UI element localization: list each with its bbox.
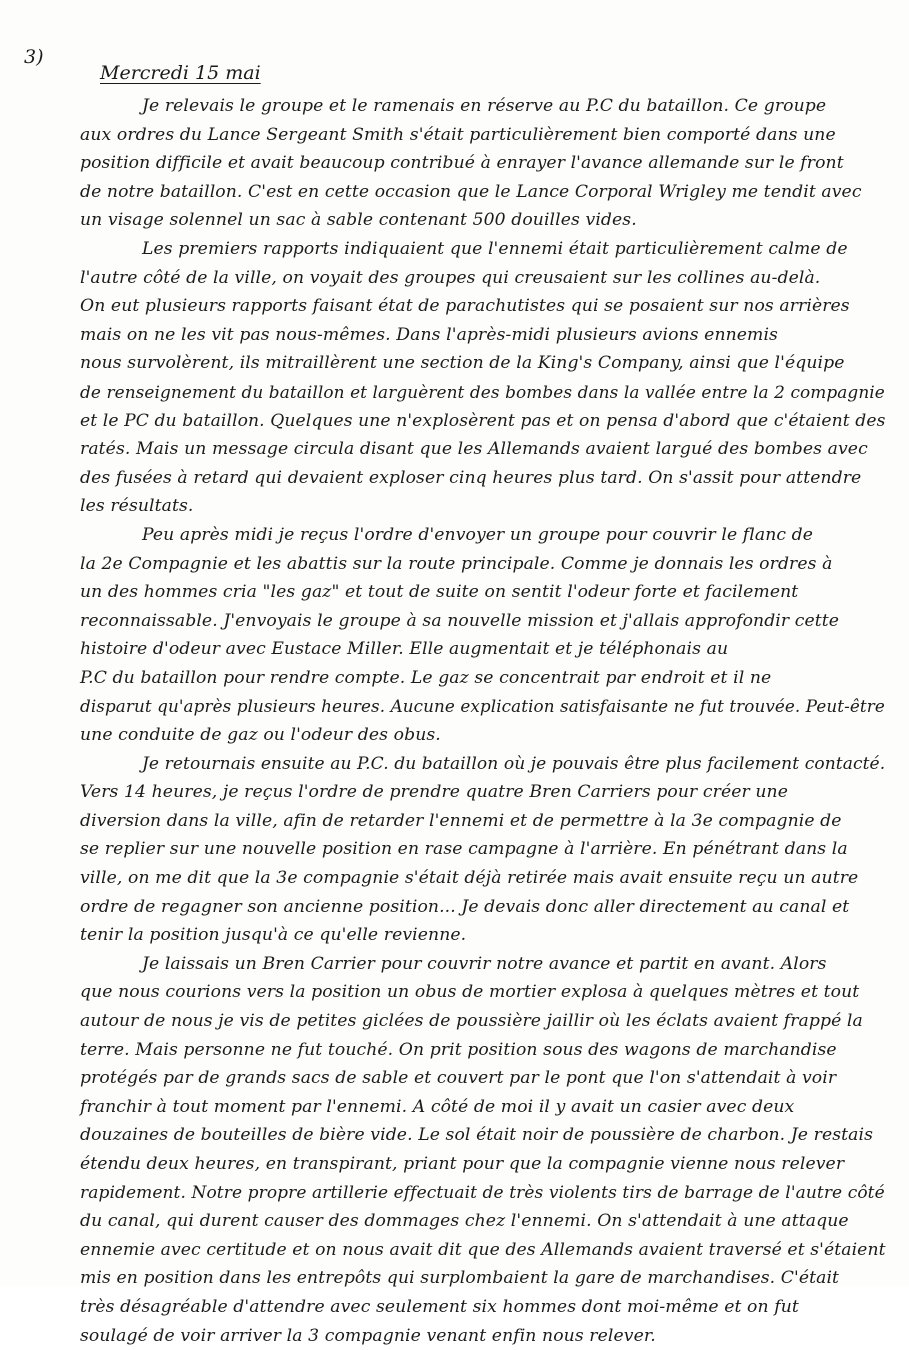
text-line: la 2e Compagnie et les abattis sur la route principale. Comme je donnais les ordres à	[80, 553, 833, 574]
text-line: reconnaissable. J'envoyais le groupe à sa nouvelle mission et j'allais approfondir cette	[80, 610, 840, 631]
date-heading: Mercredi 15 mai	[100, 62, 261, 84]
text-line: que nous courions vers la position un obus de mortier explosa à quelques mètres et tout	[80, 982, 860, 1003]
text-line: autour de nous je vis de petites giclées de poussière jaillir où les éclats avaient frappé la	[80, 1011, 863, 1031]
text-line: tenir la position jusqu'à ce qu'elle revienne.	[80, 925, 467, 946]
text-line: les résultats.	[80, 496, 194, 517]
text-line: P.C du bataillon pour rendre compte. Le gaz se concentrait par endroit et il ne	[80, 667, 772, 688]
text-line: histoire d'odeur avec Eustace Miller. Elle augmentait et je téléphonais au	[80, 639, 729, 660]
text-line: On eut plusieurs rapports faisant état de parachutistes qui se posaient sur nos arrières	[80, 296, 850, 317]
text-line: l'autre côté de la ville, on voyait des groupes qui creusaient sur les collines au-delà.	[80, 267, 821, 288]
page-number: 3)	[24, 46, 44, 68]
text-line: mais on ne les vit pas nous-mêmes. Dans l'après-midi plusieurs avions ennemis	[80, 324, 778, 345]
text-line: ville, on me dit que la 3e compagnie s'était déjà retirée mais avait ensuite reçu un autre	[80, 868, 859, 889]
text-line: un visage solennel un sac à sable contenant 500 douilles vides.	[80, 210, 637, 231]
text-line: aux ordres du Lance Sergeant Smith s'était particulièrement bien comporté dans une	[80, 124, 836, 145]
text-line: de notre bataillon. C'est en cette occasion que le Lance Corporal Wrigley me tendit avec	[80, 181, 862, 202]
diary-body	[80, 92, 886, 1350]
text-line: ordre de regagner son ancienne position... Je devais donc aller directement au canal et	[80, 896, 850, 917]
text-line: rapidement. Notre propre artillerie effectuait de très violents tirs de barrage de l'autre côté	[80, 1182, 885, 1203]
text-line: Je retournais ensuite au P.C. du bataillon où je pouvais être plus facilement contacté.	[142, 753, 886, 774]
text-line: Les premiers rapports indiquaient que l'ennemi était particulièrement calme de	[142, 238, 848, 259]
text-line: Je laissais un Bren Carrier pour couvrir notre avance et partit en avant. Alors	[142, 953, 827, 974]
text-line: terre. Mais personne ne fut touché. On prit position sous des wagons de marchandise	[80, 1039, 837, 1060]
text-line: ratés. Mais un message circula disant que les Allemands avaient largué des bombes avec	[80, 439, 868, 460]
text-line: un des hommes cria "les gaz" et tout de suite on sentit l'odeur forte et facilement	[80, 582, 799, 603]
text-line: Peu après midi je reçus l'ordre d'envoyer un groupe pour couvrir le flanc de	[142, 524, 814, 545]
text-line: de renseignement du bataillon et larguèrent des bombes dans la vallée entre la 2 compagnie	[80, 381, 885, 402]
text-line: douzaines de bouteilles de bière vide. Le sol était noir de poussière de charbon. Je restais	[80, 1125, 874, 1146]
text-line: se replier sur une nouvelle position en rase campagne à l'arrière. En pénétrant dans la	[80, 839, 848, 860]
text-line: diversion dans la ville, afin de retarder l'ennemi et de permettre à la 3e compagnie de	[80, 810, 842, 831]
text-line: disparut qu'après plusieurs heures. Aucune explication satisfaisante ne fut trouvée. Peut-être	[80, 696, 885, 717]
text-line: des fusées à retard qui devaient exploser cinq heures plus tard. On s'assit pour attendre	[80, 467, 862, 488]
text-line: protégés par de grands sacs de sable et couvert par le pont que l'on s'attendait à voir	[80, 1068, 837, 1089]
text-line: une conduite de gaz ou l'odeur des obus.	[80, 725, 441, 746]
text-line: position difficile et avait beaucoup contribué à enrayer l'avance allemande sur le front	[80, 153, 844, 174]
text-line: et le PC du bataillon. Quelques une n'explosèrent pas et on pensa d'abord que c'étaient des	[80, 410, 886, 431]
text-line: très désagréable d'attendre avec seulement six hommes dont moi-même et on fut	[80, 1296, 799, 1317]
text-line: franchir à tout moment par l'ennemi. A côté de moi il y avait un casier avec deux	[80, 1096, 795, 1117]
text-line: nous survolèrent, ils mitraillèrent une section de la King's Company, ainsi que l'équipe	[80, 353, 845, 374]
text-line: étendu deux heures, en transpirant, priant pour que la compagnie vienne nous relever	[80, 1153, 845, 1174]
text-line: du canal, qui durent causer des dommages chez l'ennemi. On s'attendait à une attaque	[80, 1211, 849, 1232]
text-line: mis en position dans les entrepôts qui surplombaient la gare de marchandises. C'était	[80, 1268, 840, 1289]
text-line: Vers 14 heures, je reçus l'ordre de prendre quatre Bren Carriers pour créer une	[80, 782, 789, 803]
text-line: ennemie avec certitude et on nous avait dit que des Allemands avaient traversé et s'étaient	[80, 1239, 886, 1260]
text-line: Je relevais le groupe et le ramenais en réserve au P.C du bataillon. Ce groupe	[142, 96, 827, 116]
text-line: soulagé de voir arriver la 3 compagnie venant enfin nous relever.	[80, 1325, 656, 1346]
